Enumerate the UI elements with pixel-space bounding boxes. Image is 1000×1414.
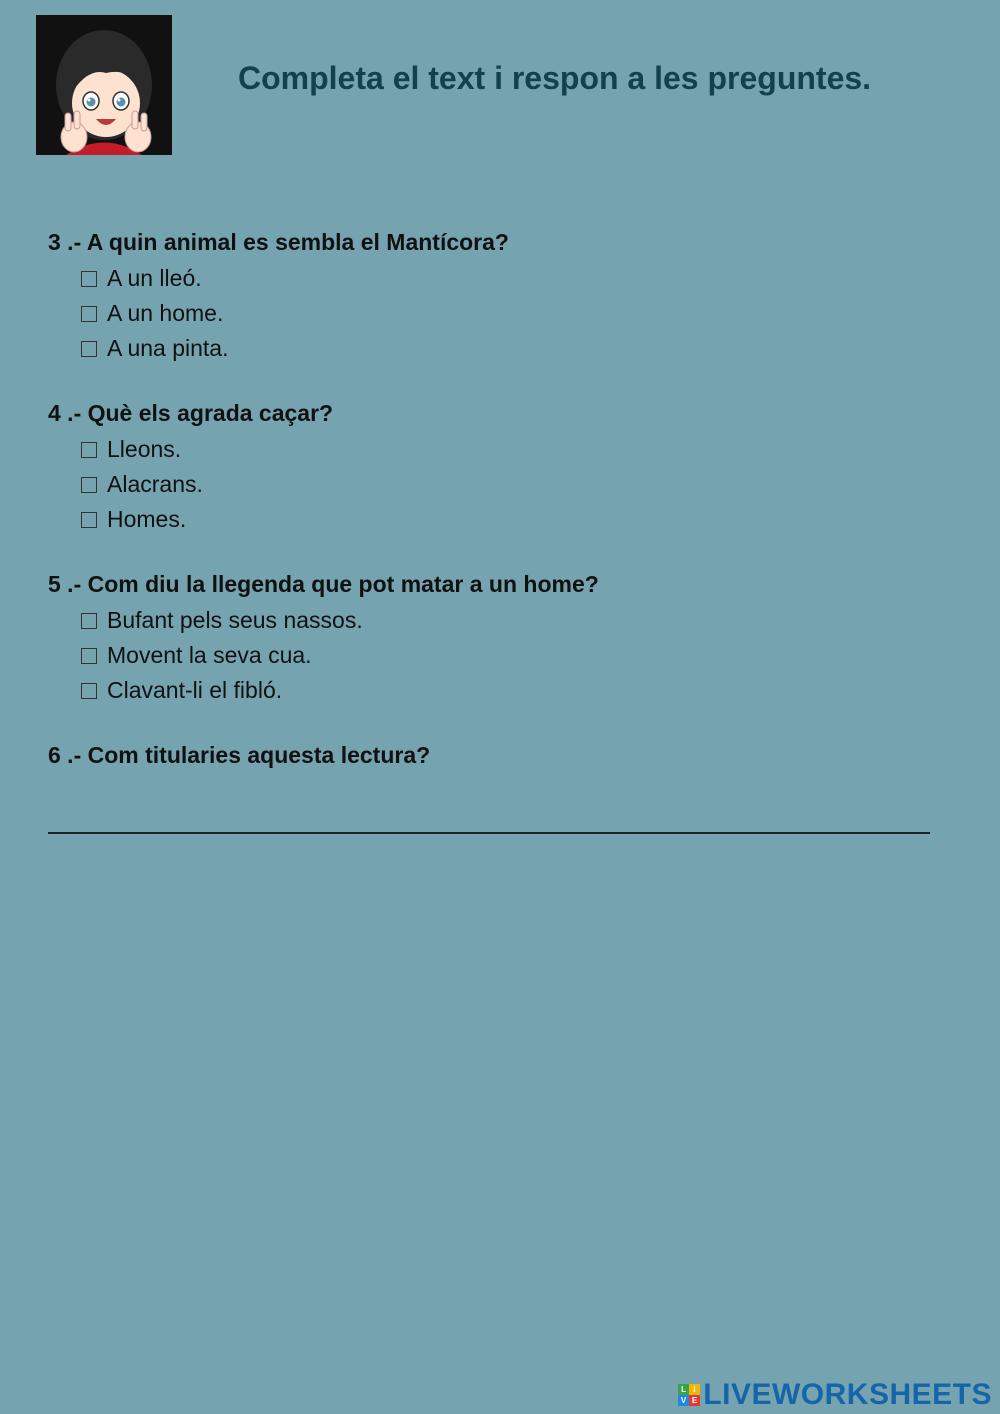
avatar xyxy=(36,15,172,155)
checkbox-icon[interactable] xyxy=(81,683,97,699)
logo-letter: V xyxy=(678,1395,689,1406)
question-label: 4 .- Què els agrada caçar? xyxy=(48,400,334,426)
option-item[interactable] xyxy=(81,638,599,673)
option-item[interactable] xyxy=(81,432,333,467)
option-label: Bufant pels seus nassos. xyxy=(107,607,363,633)
option-item[interactable] xyxy=(81,673,599,708)
logo-letter: I xyxy=(689,1384,700,1395)
option-item[interactable] xyxy=(81,331,509,366)
question-5 xyxy=(48,569,599,708)
liveworksheets-logo-icon xyxy=(678,1384,700,1406)
option-label: Movent la seva cua. xyxy=(107,642,312,668)
question-4 xyxy=(48,398,333,537)
option-label: A un lleó. xyxy=(107,265,202,291)
option-label: Lleons. xyxy=(107,436,182,462)
option-label: Alacrans. xyxy=(107,471,203,497)
question-6 xyxy=(48,740,430,770)
liveworksheets-brand xyxy=(678,1378,992,1412)
options-list xyxy=(48,603,599,708)
brand-text: LIVEWORKSHEETS xyxy=(703,1378,992,1411)
option-item[interactable] xyxy=(81,502,333,537)
option-item[interactable] xyxy=(81,467,333,502)
option-label: Homes. xyxy=(107,506,187,532)
avatar-illustration xyxy=(36,15,172,155)
options-list xyxy=(48,261,509,366)
checkbox-icon[interactable] xyxy=(81,442,97,458)
question-3 xyxy=(48,227,509,366)
checkbox-icon[interactable] xyxy=(81,306,97,322)
question-label: 6 .- Com titularies aquesta lectura? xyxy=(48,742,431,768)
answer-line-input[interactable] xyxy=(48,832,930,834)
logo-letter: E xyxy=(689,1395,700,1406)
option-item[interactable] xyxy=(81,261,509,296)
options-list xyxy=(48,432,333,537)
checkbox-icon[interactable] xyxy=(81,613,97,629)
checkbox-icon[interactable] xyxy=(81,341,97,357)
checkbox-icon[interactable] xyxy=(81,512,97,528)
question-label: 5 .- Com diu la llegenda que pot matar a un home? xyxy=(48,571,599,597)
page-title: Completa el text i respon a les preguntes. xyxy=(238,60,872,96)
checkbox-icon[interactable] xyxy=(81,477,97,493)
option-label: A un home. xyxy=(107,300,224,326)
question-label: 3 .- A quin animal es sembla el Mantícora? xyxy=(48,229,509,255)
checkbox-icon[interactable] xyxy=(81,648,97,664)
option-item[interactable] xyxy=(81,603,599,638)
logo-letter: L xyxy=(678,1384,689,1395)
option-item[interactable] xyxy=(81,296,509,331)
option-label: Clavant-li el fibló. xyxy=(107,677,283,703)
option-label: A una pinta. xyxy=(107,335,229,361)
checkbox-icon[interactable] xyxy=(81,271,97,287)
